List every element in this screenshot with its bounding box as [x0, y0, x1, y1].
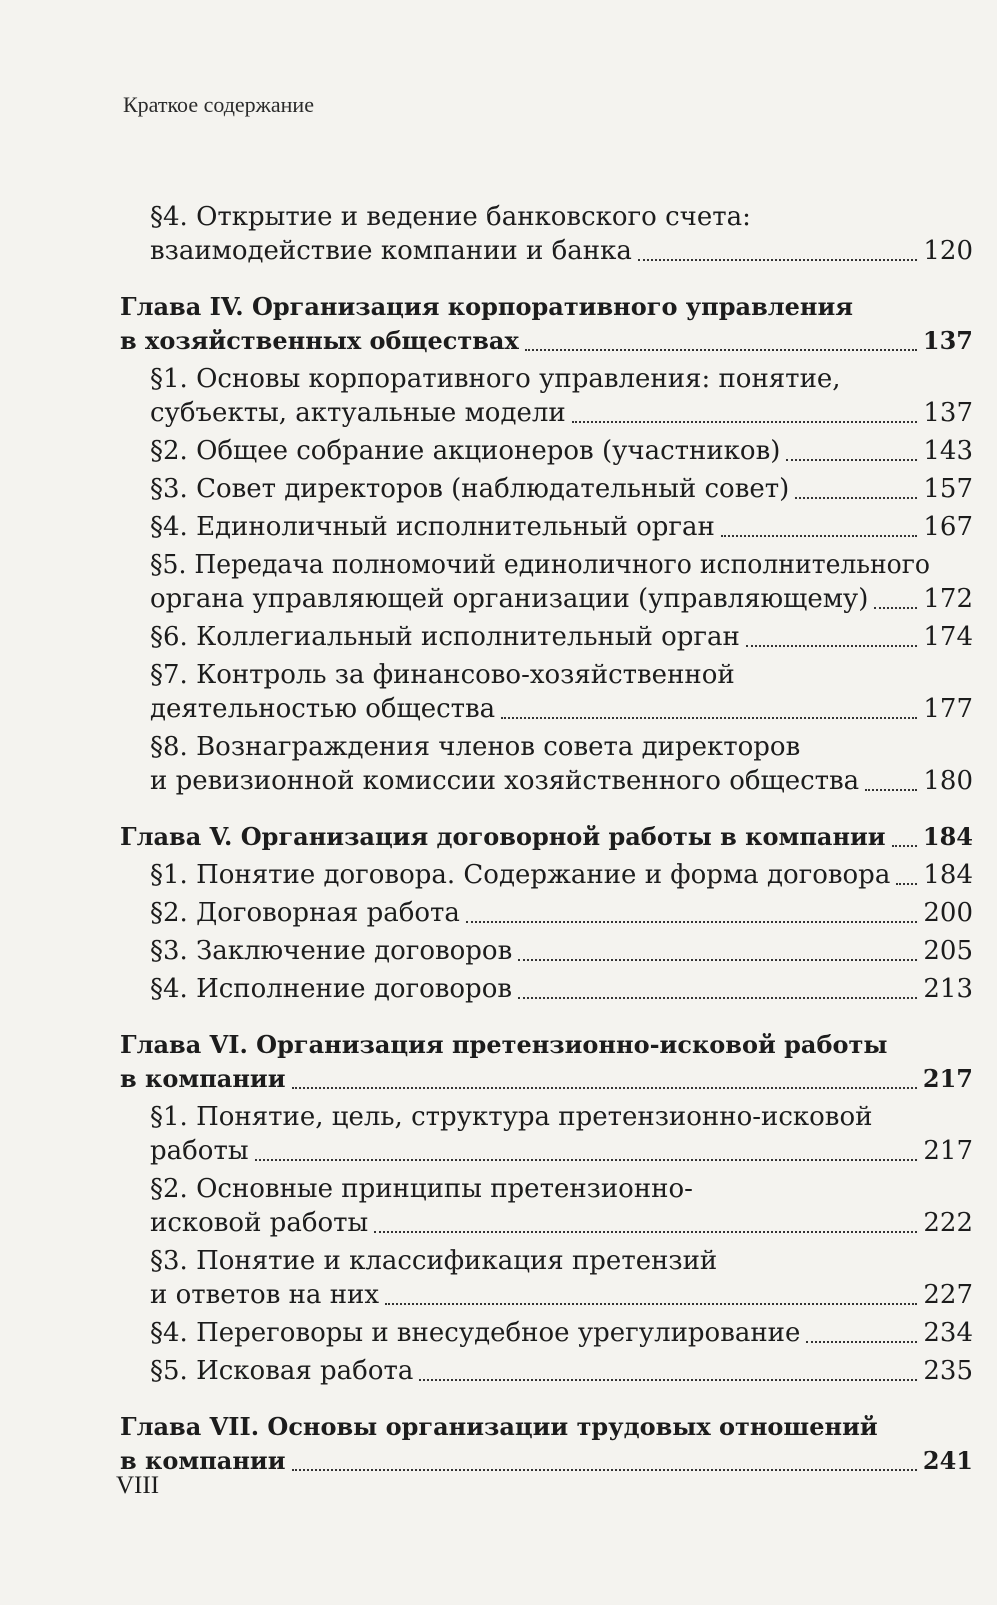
toc-entry-line [0, 434, 997, 468]
section-title-text: и ревизионной комиссии хозяйственного общества [150, 766, 860, 796]
section-title-text: §1. Понятие, цель, структура претензионно-исковой [150, 1102, 873, 1132]
dot-leader [746, 645, 917, 647]
running-title: Краткое содержание [123, 92, 314, 117]
section-title-text: §7. Контроль за финансово-хозяйственной [150, 660, 735, 690]
toc-entry-line [0, 1244, 997, 1278]
toc-entry-line [0, 620, 997, 654]
toc-section-entry [0, 934, 997, 968]
dot-leader [638, 259, 918, 261]
section-title-text: органа управляющей организации (управляющему) [150, 584, 869, 614]
page-number: 217 [922, 1064, 973, 1093]
section-title-text: §2. Основные принципы претензионно- [150, 1174, 693, 1204]
toc-section-entry [0, 620, 997, 654]
toc-entry-line [0, 972, 997, 1006]
section-title-text: исковой работы [150, 1208, 369, 1238]
toc-entry-line [0, 1206, 997, 1240]
toc-section-entry [0, 730, 997, 798]
section-title-text: §1. Основы корпоративного управления: понятие, [150, 364, 841, 394]
toc-chapter-entry [0, 290, 997, 358]
toc-entry-line [0, 1062, 997, 1096]
dot-leader [518, 959, 917, 961]
dot-leader [865, 789, 917, 791]
page-number: 184 [923, 860, 973, 890]
toc-section-entry [0, 858, 997, 892]
toc-entry-line [0, 1316, 997, 1350]
dot-leader [795, 497, 917, 499]
toc-entry-line [0, 764, 997, 798]
toc-section-entry [0, 200, 997, 268]
section-title-text: §3. Совет директоров (наблюдательный совет) [150, 474, 790, 504]
toc-entry-line [0, 200, 997, 234]
toc-entry-line [0, 472, 997, 506]
page-number: 180 [923, 766, 973, 796]
page-number: 213 [923, 974, 973, 1004]
section-title-text: §3. Понятие и классификация претензий [150, 1246, 718, 1276]
dot-leader [525, 349, 917, 351]
toc-entry-line [0, 510, 997, 544]
chapter-title-text: Глава V. Организация договорной работы в компании [120, 822, 886, 851]
section-title-text: работы [150, 1136, 249, 1166]
toc-entry-line [0, 896, 997, 930]
toc-entry-line [0, 548, 997, 582]
dot-leader [786, 459, 917, 461]
toc-entry-line [0, 658, 997, 692]
toc-section-entry [0, 1354, 997, 1388]
page-number: 157 [923, 474, 973, 504]
toc-chapter-entry [0, 1028, 997, 1096]
chapter-title-text: в компании [120, 1064, 286, 1093]
section-title-text: и ответов на них [150, 1280, 380, 1310]
chapter-title-text: Глава VII. Основы организации трудовых отношений [120, 1412, 878, 1441]
section-title-text: §6. Коллегиальный исполнительный орган [150, 622, 740, 652]
section-title-text: взаимодействие компании и банка [150, 236, 632, 266]
toc-section-entry [0, 1100, 997, 1168]
page-number: 120 [923, 236, 973, 266]
section-title-text: §4. Единоличный исполнительный орган [150, 512, 715, 542]
dot-leader [518, 997, 917, 999]
section-title-text: §4. Исполнение договоров [150, 974, 512, 1004]
section-title-text: §8. Вознаграждения членов совета директоров [150, 732, 801, 762]
toc-chapter-entry [0, 1410, 997, 1478]
toc-entry-line [0, 858, 997, 892]
chapter-title-text: в хозяйственных обществах [120, 326, 519, 355]
page-number: 217 [923, 1136, 973, 1166]
page-number: 227 [923, 1280, 973, 1310]
section-title-text: §2. Договорная работа [150, 898, 460, 928]
toc-entry-line [0, 324, 997, 358]
toc-entry-line [0, 234, 997, 268]
toc-section-entry [0, 896, 997, 930]
dot-leader [292, 1469, 917, 1471]
page-number: 177 [923, 694, 973, 724]
dot-leader [292, 1087, 917, 1089]
page-number: 234 [923, 1318, 973, 1348]
dot-leader [896, 883, 917, 885]
dot-leader [806, 1341, 917, 1343]
section-title-text: §5. Исковая работа [150, 1356, 414, 1386]
dot-leader [572, 421, 918, 423]
toc-entry-line [0, 1354, 997, 1388]
page-number: 137 [923, 398, 973, 428]
page-number: 235 [923, 1356, 973, 1386]
chapter-title-text: Глава IV. Организация корпоративного управления [120, 292, 854, 321]
chapter-title-text: Глава VI. Организация претензионно-исковой работы [120, 1030, 888, 1059]
dot-leader [374, 1231, 917, 1233]
toc-entry-line [0, 1028, 997, 1062]
toc-section-entry [0, 362, 997, 430]
toc-entry-line [0, 1278, 997, 1312]
toc-entry-line [0, 1172, 997, 1206]
table-of-contents [0, 200, 997, 1482]
section-title-text: §3. Заключение договоров [150, 936, 513, 966]
toc-entry-line [0, 730, 997, 764]
page-number: 241 [922, 1446, 973, 1475]
toc-section-entry [0, 472, 997, 506]
toc-entry-line [0, 290, 997, 324]
toc-section-entry [0, 434, 997, 468]
section-title-text: §2. Общее собрание акционеров (участников) [150, 436, 781, 466]
toc-entry-line [0, 1134, 997, 1168]
toc-entry-line [0, 934, 997, 968]
page-number: 143 [923, 436, 973, 466]
toc-chapter-entry [0, 820, 997, 854]
toc-section-entry [0, 972, 997, 1006]
section-title-text: §4. Переговоры и внесудебное урегулирование [150, 1318, 801, 1348]
toc-entry-line [0, 1410, 997, 1444]
toc-entry-line [0, 820, 997, 854]
section-title-text: §1. Понятие договора. Содержание и форма договора [150, 860, 891, 890]
toc-section-entry [0, 510, 997, 544]
toc-entry-line [0, 396, 997, 430]
toc-section-entry [0, 1316, 997, 1350]
dot-leader [419, 1379, 917, 1381]
section-title-text: субъекты, актуальные модели [150, 398, 566, 428]
page-number: 172 [923, 584, 973, 614]
section-title-text: §4. Открытие и ведение банковского счета: [150, 202, 751, 232]
toc-section-entry [0, 548, 997, 616]
toc-section-entry [0, 658, 997, 726]
toc-entry-line [0, 1100, 997, 1134]
dot-leader [721, 535, 917, 537]
page-folio: VIII [116, 1472, 160, 1499]
page-number: 137 [922, 326, 973, 355]
page-number: 200 [923, 898, 973, 928]
toc-section-entry [0, 1172, 997, 1240]
page-number: 184 [922, 822, 973, 851]
section-title-text: деятельностью общества [150, 694, 496, 724]
dot-leader [892, 845, 917, 847]
page-number: 222 [923, 1208, 973, 1238]
page-number: 205 [923, 936, 973, 966]
page-number: 167 [923, 512, 973, 542]
toc-section-entry [0, 1244, 997, 1312]
chapter-title-text: в компании [120, 1446, 286, 1475]
toc-entry-line [0, 362, 997, 396]
dot-leader [255, 1159, 918, 1161]
dot-leader [385, 1303, 917, 1305]
page-number: 174 [923, 622, 973, 652]
dot-leader [501, 717, 917, 719]
toc-entry-line [0, 692, 997, 726]
dot-leader [466, 921, 917, 923]
section-title-text: §5. Передача полномочий единоличного исполнительного [150, 550, 930, 580]
dot-leader [874, 607, 917, 609]
toc-entry-line [0, 582, 997, 616]
